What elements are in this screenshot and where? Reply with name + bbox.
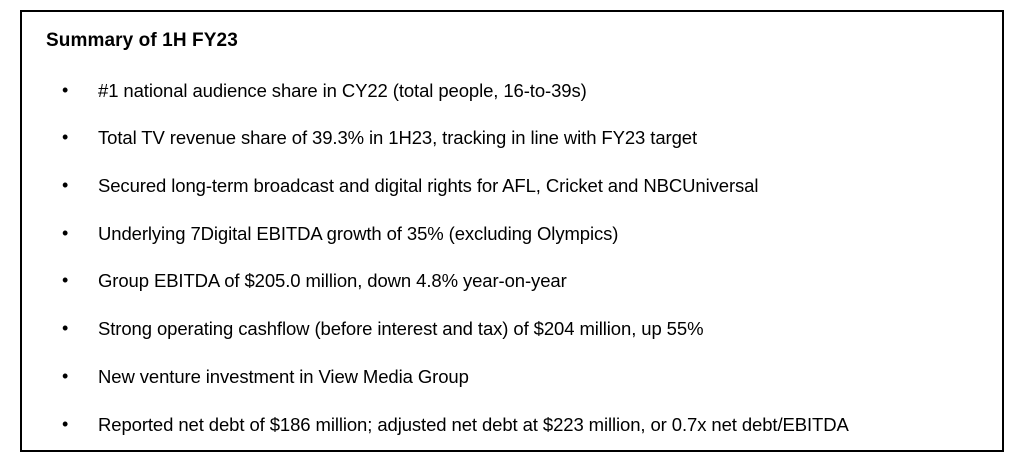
bullet-icon: •: [62, 175, 69, 196]
summary-box: [20, 10, 1004, 452]
bullet-icon: •: [62, 79, 69, 100]
bullet-icon: •: [62, 127, 69, 148]
list-item: [40, 172, 984, 201]
list-item: [40, 363, 984, 392]
list-item-text: Underlying 7Digital EBITDA growth of 35% (excluding Olympics): [98, 222, 619, 244]
list-item: [40, 77, 984, 106]
bullet-icon: •: [62, 413, 69, 434]
list-item-text: #1 national audience share in CY22 (total people, 16-to-39s): [98, 79, 587, 101]
bullet-icon: •: [62, 318, 69, 339]
page-title: Summary of 1H FY23: [46, 30, 238, 51]
list-item: [40, 267, 984, 296]
list-item-text: Group EBITDA of $205.0 million, down 4.8% year-on-year: [98, 270, 567, 292]
list-item-text: New venture investment in View Media Group: [98, 365, 469, 387]
list-item-text: Reported net debt of $186 million; adjusted net debt at $223 million, or 0.7x net debt/EBITDA: [98, 413, 849, 435]
list-item: [40, 411, 984, 440]
summary-bullet-list: [40, 77, 984, 439]
bullet-icon: •: [62, 270, 69, 291]
list-item-text: Strong operating cashflow (before interest and tax) of $204 million, up 55%: [98, 318, 704, 340]
list-item: [40, 315, 984, 344]
list-item-text: Secured long-term broadcast and digital rights for AFL, Cricket and NBCUniversal: [98, 175, 759, 197]
bullet-icon: •: [62, 222, 69, 243]
list-item-text: Total TV revenue share of 39.3% in 1H23, tracking in line with FY23 target: [98, 127, 697, 149]
list-item: [40, 124, 984, 153]
list-item: [40, 220, 984, 249]
bullet-icon: •: [62, 365, 69, 386]
